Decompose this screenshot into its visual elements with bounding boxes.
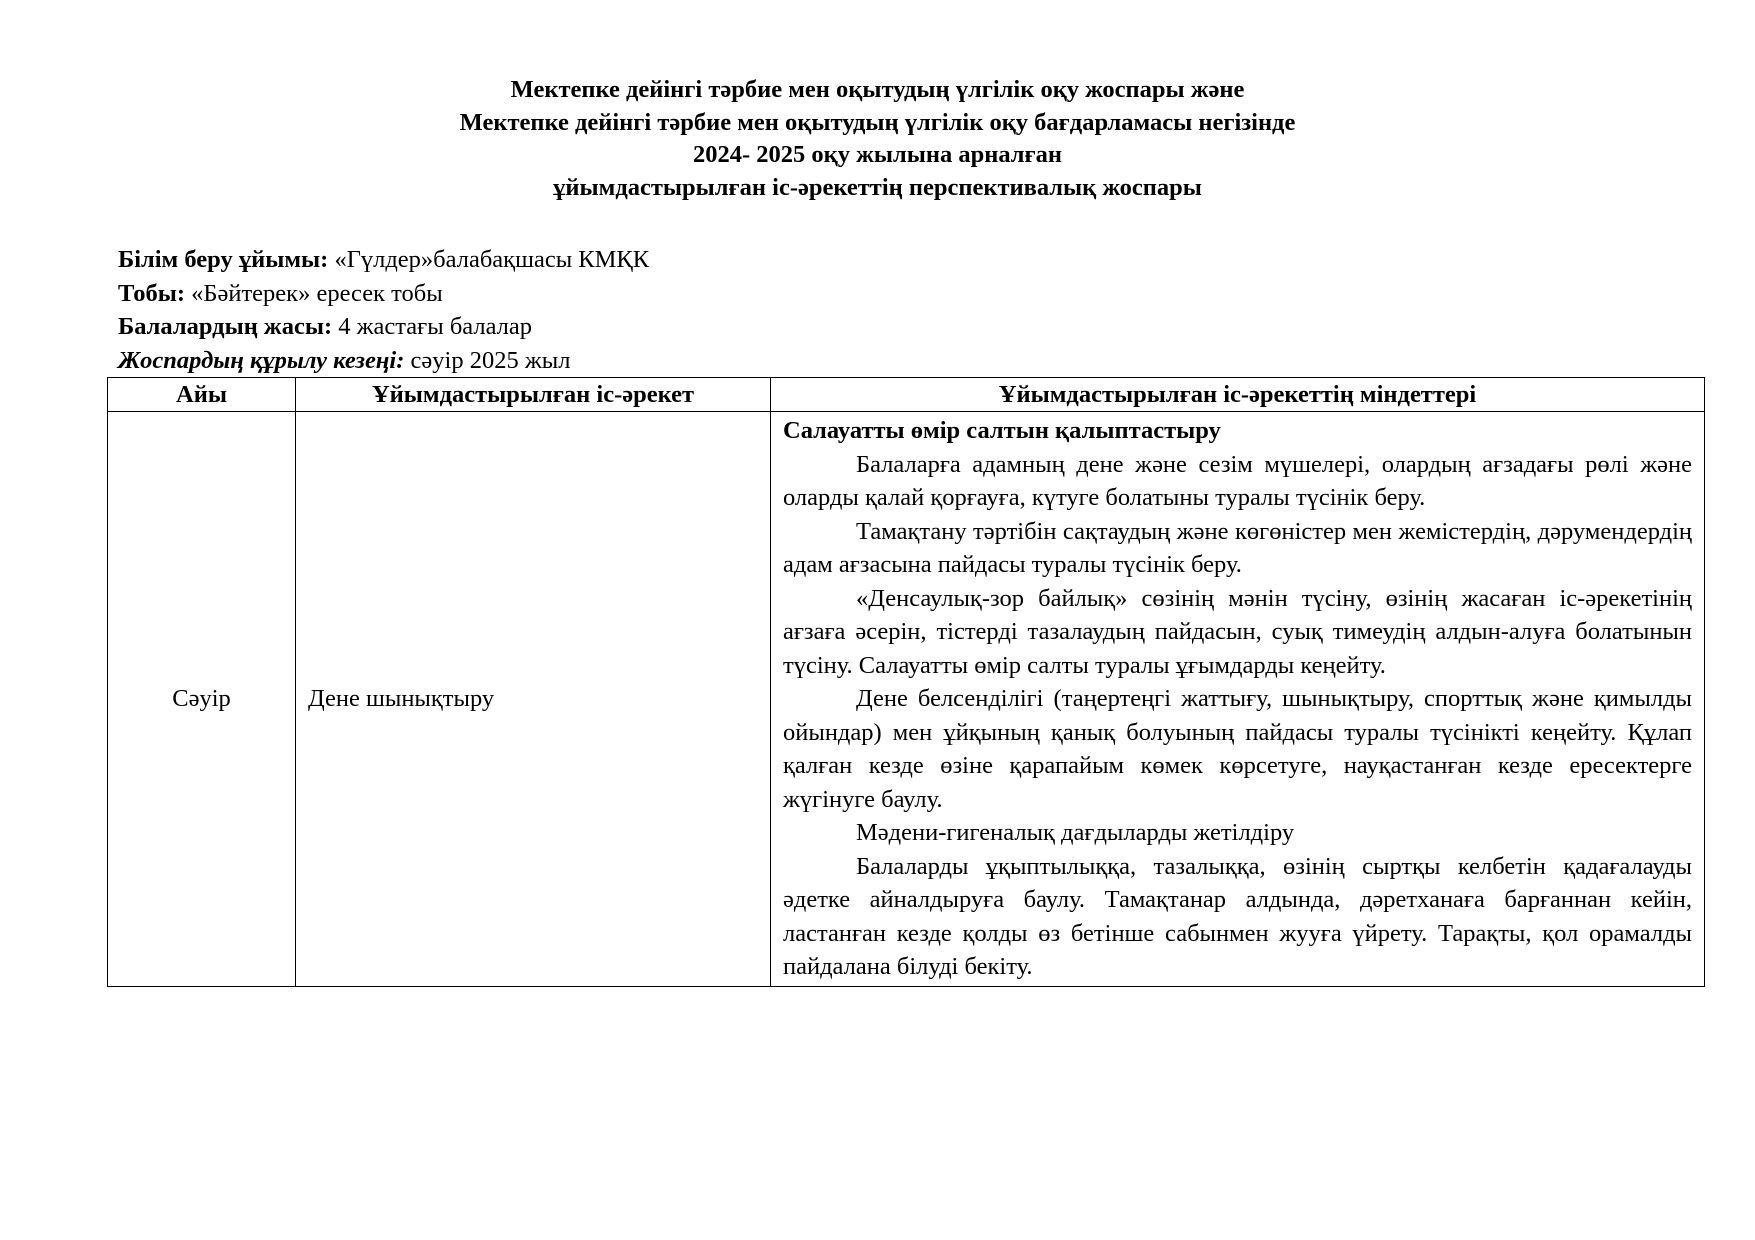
period-value: сәуір 2025 жыл xyxy=(404,346,571,374)
task-paragraph: «Денсаулық-зор байлық» сөзінің мәнін түсіну, өзінің жасаған іс-әрекетінің ағзаға әсерін, тістерді тазалаудың пайдасын, суық тимеудің алдын-алуға болатынын түсіну. Салауатты өмір салты туралы ұғымдарды кеңейту. xyxy=(783,584,1692,679)
task-paragraph: Балаларға адамның дене және сезім мүшелері, олардың ағзадағы рөлі және оларды қалай қорғауға, күтуге болатыны туралы түсінік беру. xyxy=(783,450,1692,511)
title-line-3: 2024- 2025 оқу жылына арналған xyxy=(692,141,1063,168)
task-paragraph: Балаларды ұқыптылыққа, тазалыққа, өзінің сыртқы келбетін қадағалауды әдетке айналдыруға баулу. Тамақтанар алдында, дәретханаға барғаннан кейін, ластанған кезде қолды өз бетінше сабынмен жууға үйрету. Тарақты, қол орамалды пайдалана білуді бекіту. xyxy=(783,852,1692,980)
plan-table xyxy=(107,377,1705,987)
org-line xyxy=(118,243,649,277)
task-paragraph: Дене белсенділігі (таңертеңгі жаттығу, шынықтыру, спорттық және қимылды ойындар) мен ұйқының қанық болуының пайдасы туралы түсінікті кеңейту. Құлап қалған кезде өзіне қарапайым көмек көрсетуге, науқастанған кезде ересектерге жүгінуге баулу. xyxy=(783,685,1692,813)
table-header-row xyxy=(108,378,1705,412)
period-label: Жоспардың құрылу кезеңі: xyxy=(118,346,405,374)
age-label: Балалардың жасы: xyxy=(118,313,333,340)
info-block xyxy=(118,243,649,377)
month-cell: Сәуір xyxy=(108,412,296,987)
tasks-cell xyxy=(771,412,1705,987)
age-line xyxy=(118,310,649,344)
document-title xyxy=(0,74,1755,204)
header-tasks: Ұйымдастырылған іс-әрекеттің міндеттері xyxy=(771,378,1705,412)
group-line xyxy=(118,277,649,311)
org-value: «Гүлдер»балабақшасы КМҚК xyxy=(328,246,650,273)
title-line-1: Мектепке дейінгі тәрбие мен оқытудың үлгілік оқу жоспары және xyxy=(510,76,1245,103)
org-label: Білім беру ұйымы: xyxy=(118,246,329,273)
group-value: «Бәйтерек» ересек тобы xyxy=(185,279,443,307)
group-label: Тобы: xyxy=(118,279,186,307)
task-paragraph: Тамақтану тәртібін сақтаудың және көгөністер мен жемістердің, дәрумендердің адам ағзасына пайдасы туралы түсінік беру. xyxy=(783,517,1692,578)
title-line-2: Мектепке дейінгі тәрбие мен оқытудың үлгілік оқу бағдарламасы негізінде xyxy=(459,108,1296,136)
activity-cell: Дене шынықтыру xyxy=(296,412,771,987)
tasks-heading: Салауатты өмір салтын қалыптастыру xyxy=(783,417,1221,444)
title-line-4: ұйымдастырылған іс-әрекеттің перспективалық жоспары xyxy=(553,173,1202,201)
table-row xyxy=(108,412,1705,987)
task-subheading: Мәдени-гигеналық дағдыларды жетілдіру xyxy=(856,819,1295,846)
header-month: Айы xyxy=(108,378,296,412)
header-activity: Ұйымдастырылған іс-әрекет xyxy=(296,378,771,412)
period-line xyxy=(118,344,649,378)
age-value: 4 жастағы балалар xyxy=(332,313,533,340)
